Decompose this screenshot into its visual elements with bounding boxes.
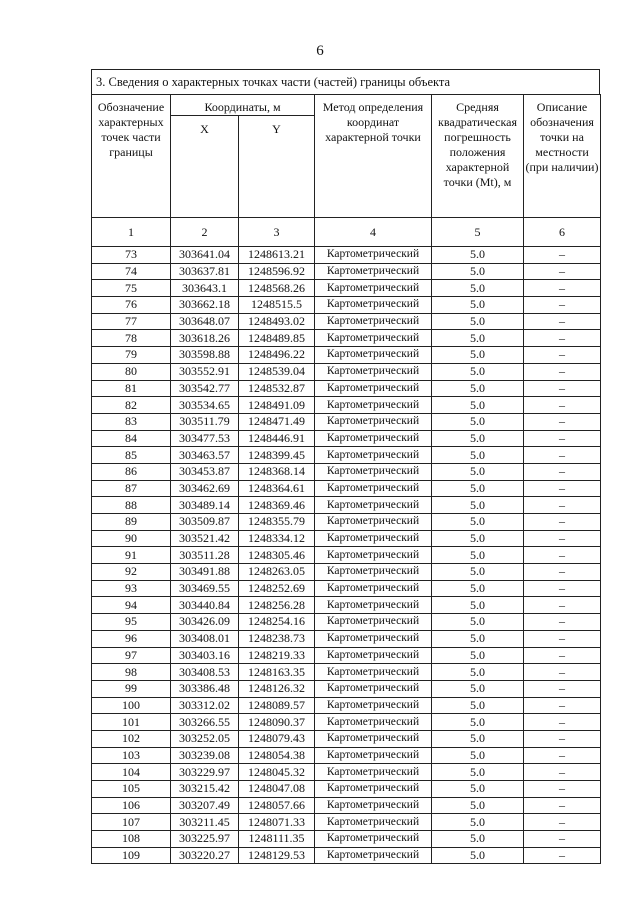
table-row (92, 447, 601, 464)
y-coordinate-cell: 1248334.12 (239, 530, 315, 547)
table-header (92, 95, 601, 247)
x-coordinate-cell: 303211.45 (171, 814, 239, 831)
method-cell: Картометрический (315, 630, 432, 647)
y-coordinate-cell: 1248493.02 (239, 313, 315, 330)
point-cell: 93 (92, 580, 171, 597)
table-row (92, 263, 601, 280)
y-coordinate-cell: 1248368.14 (239, 463, 315, 480)
y-coordinate-cell: 1248532.87 (239, 380, 315, 397)
header-point-designation: Обозначение характерных точек части границы (92, 95, 171, 218)
table-row (92, 480, 601, 497)
description-cell: – (524, 530, 601, 547)
table-row (92, 413, 601, 430)
description-cell: – (524, 347, 601, 364)
method-cell: Картометрический (315, 680, 432, 697)
y-coordinate-cell: 1248489.85 (239, 330, 315, 347)
table-row (92, 530, 601, 547)
mean-error-cell: 5.0 (432, 647, 524, 664)
table-body (92, 247, 601, 864)
table-row (92, 313, 601, 330)
point-cell: 94 (92, 597, 171, 614)
description-cell: – (524, 330, 601, 347)
table-row (92, 297, 601, 314)
mean-error-cell: 5.0 (432, 580, 524, 597)
y-coordinate-cell: 1248491.09 (239, 397, 315, 414)
table-row (92, 514, 601, 531)
mean-error-cell: 5.0 (432, 847, 524, 864)
header-description: Описание обозначения точки на местности (при наличии) (524, 95, 601, 218)
description-cell: – (524, 747, 601, 764)
description-cell: – (524, 714, 601, 731)
description-cell: – (524, 413, 601, 430)
x-coordinate-cell: 303509.87 (171, 514, 239, 531)
y-coordinate-cell: 1248496.22 (239, 347, 315, 364)
method-cell: Картометрический (315, 747, 432, 764)
mean-error-cell: 5.0 (432, 347, 524, 364)
table-row (92, 714, 601, 731)
point-cell: 95 (92, 614, 171, 631)
y-coordinate-cell: 1248254.16 (239, 614, 315, 631)
method-cell: Картометрический (315, 380, 432, 397)
description-cell: – (524, 263, 601, 280)
table-row (92, 580, 601, 597)
method-cell: Картометрический (315, 530, 432, 547)
method-cell: Картометрический (315, 413, 432, 430)
y-coordinate-cell: 1248219.33 (239, 647, 315, 664)
x-coordinate-cell: 303403.16 (171, 647, 239, 664)
y-coordinate-cell: 1248047.08 (239, 781, 315, 798)
method-cell: Картометрический (315, 397, 432, 414)
description-cell: – (524, 480, 601, 497)
mean-error-cell: 5.0 (432, 730, 524, 747)
method-cell: Картометрический (315, 313, 432, 330)
table-row (92, 397, 601, 414)
description-cell: – (524, 280, 601, 297)
x-coordinate-cell: 303598.88 (171, 347, 239, 364)
table-row (92, 630, 601, 647)
mean-error-cell: 5.0 (432, 614, 524, 631)
x-coordinate-cell: 303477.53 (171, 430, 239, 447)
table-row (92, 697, 601, 714)
mean-error-cell: 5.0 (432, 430, 524, 447)
point-cell: 74 (92, 263, 171, 280)
point-cell: 90 (92, 530, 171, 547)
table-row (92, 597, 601, 614)
x-coordinate-cell: 303662.18 (171, 297, 239, 314)
column-number: 2 (171, 218, 239, 247)
column-number: 3 (239, 218, 315, 247)
table-row (92, 614, 601, 631)
table-row (92, 280, 601, 297)
method-cell: Картометрический (315, 647, 432, 664)
column-number: 4 (315, 218, 432, 247)
table-row (92, 664, 601, 681)
method-cell: Картометрический (315, 330, 432, 347)
point-cell: 87 (92, 480, 171, 497)
method-cell: Картометрический (315, 480, 432, 497)
header-coordinates: Координаты, м (171, 95, 315, 116)
table-row (92, 847, 601, 864)
mean-error-cell: 5.0 (432, 781, 524, 798)
description-cell: – (524, 781, 601, 798)
mean-error-cell: 5.0 (432, 747, 524, 764)
method-cell: Картометрический (315, 580, 432, 597)
description-cell: – (524, 614, 601, 631)
x-coordinate-cell: 303312.02 (171, 697, 239, 714)
table-row (92, 831, 601, 848)
x-coordinate-cell: 303491.88 (171, 564, 239, 581)
table-row (92, 680, 601, 697)
point-cell: 98 (92, 664, 171, 681)
mean-error-cell: 5.0 (432, 247, 524, 264)
method-cell: Картометрический (315, 280, 432, 297)
mean-error-cell: 5.0 (432, 297, 524, 314)
method-cell: Картометрический (315, 797, 432, 814)
description-cell: – (524, 814, 601, 831)
x-coordinate-cell: 303386.48 (171, 680, 239, 697)
description-cell: – (524, 247, 601, 264)
header-x: X (171, 116, 239, 218)
mean-error-cell: 5.0 (432, 831, 524, 848)
description-cell: – (524, 580, 601, 597)
point-cell: 97 (92, 647, 171, 664)
x-coordinate-cell: 303637.81 (171, 263, 239, 280)
y-coordinate-cell: 1248252.69 (239, 580, 315, 597)
description-cell: – (524, 363, 601, 380)
method-cell: Картометрический (315, 263, 432, 280)
method-cell: Картометрический (315, 564, 432, 581)
mean-error-cell: 5.0 (432, 330, 524, 347)
point-cell: 83 (92, 413, 171, 430)
x-coordinate-cell: 303426.09 (171, 614, 239, 631)
mean-error-cell: 5.0 (432, 447, 524, 464)
point-cell: 107 (92, 814, 171, 831)
x-coordinate-cell: 303552.91 (171, 363, 239, 380)
column-number: 1 (92, 218, 171, 247)
table-row (92, 463, 601, 480)
table-row (92, 497, 601, 514)
x-coordinate-cell: 303469.55 (171, 580, 239, 597)
mean-error-cell: 5.0 (432, 797, 524, 814)
table-row (92, 547, 601, 564)
table-row (92, 347, 601, 364)
description-cell: – (524, 564, 601, 581)
boundary-points-section (91, 69, 600, 864)
x-coordinate-cell: 303220.27 (171, 847, 239, 864)
y-coordinate-cell: 1248305.46 (239, 547, 315, 564)
mean-error-cell: 5.0 (432, 397, 524, 414)
mean-error-cell: 5.0 (432, 497, 524, 514)
y-coordinate-cell: 1248364.61 (239, 480, 315, 497)
column-numbers-row (92, 218, 601, 247)
mean-error-cell: 5.0 (432, 697, 524, 714)
point-cell: 88 (92, 497, 171, 514)
mean-error-cell: 5.0 (432, 630, 524, 647)
method-cell: Картометрический (315, 547, 432, 564)
point-cell: 96 (92, 630, 171, 647)
table-row (92, 781, 601, 798)
table-row (92, 730, 601, 747)
method-cell: Картометрический (315, 831, 432, 848)
description-cell: – (524, 447, 601, 464)
description-cell: – (524, 647, 601, 664)
method-cell: Картометрический (315, 730, 432, 747)
y-coordinate-cell: 1248111.35 (239, 831, 315, 848)
point-cell: 86 (92, 463, 171, 480)
description-cell: – (524, 597, 601, 614)
method-cell: Картометрический (315, 497, 432, 514)
point-cell: 84 (92, 430, 171, 447)
y-coordinate-cell: 1248263.05 (239, 564, 315, 581)
point-cell: 101 (92, 714, 171, 731)
x-coordinate-cell: 303266.55 (171, 714, 239, 731)
table-row (92, 564, 601, 581)
description-cell: – (524, 764, 601, 781)
y-coordinate-cell: 1248057.66 (239, 797, 315, 814)
method-cell: Картометрический (315, 347, 432, 364)
method-cell: Картометрический (315, 430, 432, 447)
description-cell: – (524, 730, 601, 747)
point-cell: 89 (92, 514, 171, 531)
y-coordinate-cell: 1248515.5 (239, 297, 315, 314)
method-cell: Картометрический (315, 514, 432, 531)
description-cell: – (524, 547, 601, 564)
y-coordinate-cell: 1248090.37 (239, 714, 315, 731)
mean-error-cell: 5.0 (432, 530, 524, 547)
method-cell: Картометрический (315, 597, 432, 614)
x-coordinate-cell: 303542.77 (171, 380, 239, 397)
y-coordinate-cell: 1248089.57 (239, 697, 315, 714)
method-cell: Картометрический (315, 714, 432, 731)
x-coordinate-cell: 303511.79 (171, 413, 239, 430)
x-coordinate-cell: 303489.14 (171, 497, 239, 514)
x-coordinate-cell: 303229.97 (171, 764, 239, 781)
point-cell: 92 (92, 564, 171, 581)
point-cell: 104 (92, 764, 171, 781)
description-cell: – (524, 514, 601, 531)
mean-error-cell: 5.0 (432, 463, 524, 480)
y-coordinate-cell: 1248355.79 (239, 514, 315, 531)
table-row (92, 380, 601, 397)
mean-error-cell: 5.0 (432, 814, 524, 831)
header-method: Метод определения координат характерной точки (315, 95, 432, 218)
method-cell: Картометрический (315, 247, 432, 264)
table-row (92, 814, 601, 831)
method-cell: Картометрический (315, 447, 432, 464)
mean-error-cell: 5.0 (432, 263, 524, 280)
method-cell: Картометрический (315, 781, 432, 798)
column-number: 5 (432, 218, 524, 247)
point-cell: 75 (92, 280, 171, 297)
point-cell: 103 (92, 747, 171, 764)
point-cell: 81 (92, 380, 171, 397)
y-coordinate-cell: 1248054.38 (239, 747, 315, 764)
description-cell: – (524, 697, 601, 714)
y-coordinate-cell: 1248079.43 (239, 730, 315, 747)
x-coordinate-cell: 303534.65 (171, 397, 239, 414)
mean-error-cell: 5.0 (432, 547, 524, 564)
x-coordinate-cell: 303207.49 (171, 797, 239, 814)
mean-error-cell: 5.0 (432, 280, 524, 297)
mean-error-cell: 5.0 (432, 597, 524, 614)
y-coordinate-cell: 1248613.21 (239, 247, 315, 264)
x-coordinate-cell: 303252.05 (171, 730, 239, 747)
point-cell: 102 (92, 730, 171, 747)
y-coordinate-cell: 1248126.32 (239, 680, 315, 697)
method-cell: Картометрический (315, 297, 432, 314)
point-cell: 91 (92, 547, 171, 564)
y-coordinate-cell: 1248568.26 (239, 280, 315, 297)
point-cell: 109 (92, 847, 171, 864)
mean-error-cell: 5.0 (432, 480, 524, 497)
point-cell: 73 (92, 247, 171, 264)
x-coordinate-cell: 303648.07 (171, 313, 239, 330)
section-title: 3. Сведения о характерных точках части (частей) границы объекта (91, 69, 600, 94)
x-coordinate-cell: 303239.08 (171, 747, 239, 764)
table-row (92, 764, 601, 781)
method-cell: Картометрический (315, 614, 432, 631)
x-coordinate-cell: 303511.28 (171, 547, 239, 564)
table-row (92, 363, 601, 380)
method-cell: Картометрический (315, 463, 432, 480)
description-cell: – (524, 430, 601, 447)
description-cell: – (524, 831, 601, 848)
mean-error-cell: 5.0 (432, 680, 524, 697)
boundary-points-table (91, 94, 601, 864)
mean-error-cell: 5.0 (432, 714, 524, 731)
mean-error-cell: 5.0 (432, 764, 524, 781)
column-number: 6 (524, 218, 601, 247)
x-coordinate-cell: 303641.04 (171, 247, 239, 264)
x-coordinate-cell: 303453.87 (171, 463, 239, 480)
header-y: Y (239, 116, 315, 218)
description-cell: – (524, 463, 601, 480)
x-coordinate-cell: 303215.42 (171, 781, 239, 798)
description-cell: – (524, 630, 601, 647)
point-cell: 80 (92, 363, 171, 380)
table-row (92, 247, 601, 264)
header-mean-error: Средняя квадратическая погрешность положения характерной точки (Mt), м (432, 95, 524, 218)
y-coordinate-cell: 1248163.35 (239, 664, 315, 681)
table-row (92, 747, 601, 764)
point-cell: 76 (92, 297, 171, 314)
x-coordinate-cell: 303408.53 (171, 664, 239, 681)
method-cell: Картометрический (315, 664, 432, 681)
mean-error-cell: 5.0 (432, 363, 524, 380)
x-coordinate-cell: 303643.1 (171, 280, 239, 297)
mean-error-cell: 5.0 (432, 380, 524, 397)
y-coordinate-cell: 1248539.04 (239, 363, 315, 380)
description-cell: – (524, 297, 601, 314)
mean-error-cell: 5.0 (432, 413, 524, 430)
point-cell: 79 (92, 347, 171, 364)
method-cell: Картометрический (315, 847, 432, 864)
y-coordinate-cell: 1248071.33 (239, 814, 315, 831)
y-coordinate-cell: 1248045.32 (239, 764, 315, 781)
point-cell: 77 (92, 313, 171, 330)
description-cell: – (524, 847, 601, 864)
y-coordinate-cell: 1248471.49 (239, 413, 315, 430)
point-cell: 85 (92, 447, 171, 464)
description-cell: – (524, 397, 601, 414)
description-cell: – (524, 380, 601, 397)
x-coordinate-cell: 303225.97 (171, 831, 239, 848)
mean-error-cell: 5.0 (432, 564, 524, 581)
description-cell: – (524, 680, 601, 697)
y-coordinate-cell: 1248238.73 (239, 630, 315, 647)
y-coordinate-cell: 1248399.45 (239, 447, 315, 464)
method-cell: Картометрический (315, 814, 432, 831)
point-cell: 106 (92, 797, 171, 814)
method-cell: Картометрический (315, 764, 432, 781)
x-coordinate-cell: 303618.26 (171, 330, 239, 347)
mean-error-cell: 5.0 (432, 664, 524, 681)
table-row (92, 797, 601, 814)
table-row (92, 330, 601, 347)
y-coordinate-cell: 1248256.28 (239, 597, 315, 614)
x-coordinate-cell: 303463.57 (171, 447, 239, 464)
method-cell: Картометрический (315, 697, 432, 714)
point-cell: 82 (92, 397, 171, 414)
y-coordinate-cell: 1248369.46 (239, 497, 315, 514)
point-cell: 105 (92, 781, 171, 798)
point-cell: 100 (92, 697, 171, 714)
mean-error-cell: 5.0 (432, 313, 524, 330)
page-number: 6 (316, 43, 324, 59)
point-cell: 99 (92, 680, 171, 697)
x-coordinate-cell: 303440.84 (171, 597, 239, 614)
point-cell: 78 (92, 330, 171, 347)
x-coordinate-cell: 303521.42 (171, 530, 239, 547)
mean-error-cell: 5.0 (432, 514, 524, 531)
table-row (92, 430, 601, 447)
y-coordinate-cell: 1248129.53 (239, 847, 315, 864)
x-coordinate-cell: 303462.69 (171, 480, 239, 497)
table-row (92, 647, 601, 664)
y-coordinate-cell: 1248446.91 (239, 430, 315, 447)
y-coordinate-cell: 1248596.92 (239, 263, 315, 280)
description-cell: – (524, 497, 601, 514)
x-coordinate-cell: 303408.01 (171, 630, 239, 647)
method-cell: Картометрический (315, 363, 432, 380)
description-cell: – (524, 797, 601, 814)
point-cell: 108 (92, 831, 171, 848)
description-cell: – (524, 313, 601, 330)
description-cell: – (524, 664, 601, 681)
